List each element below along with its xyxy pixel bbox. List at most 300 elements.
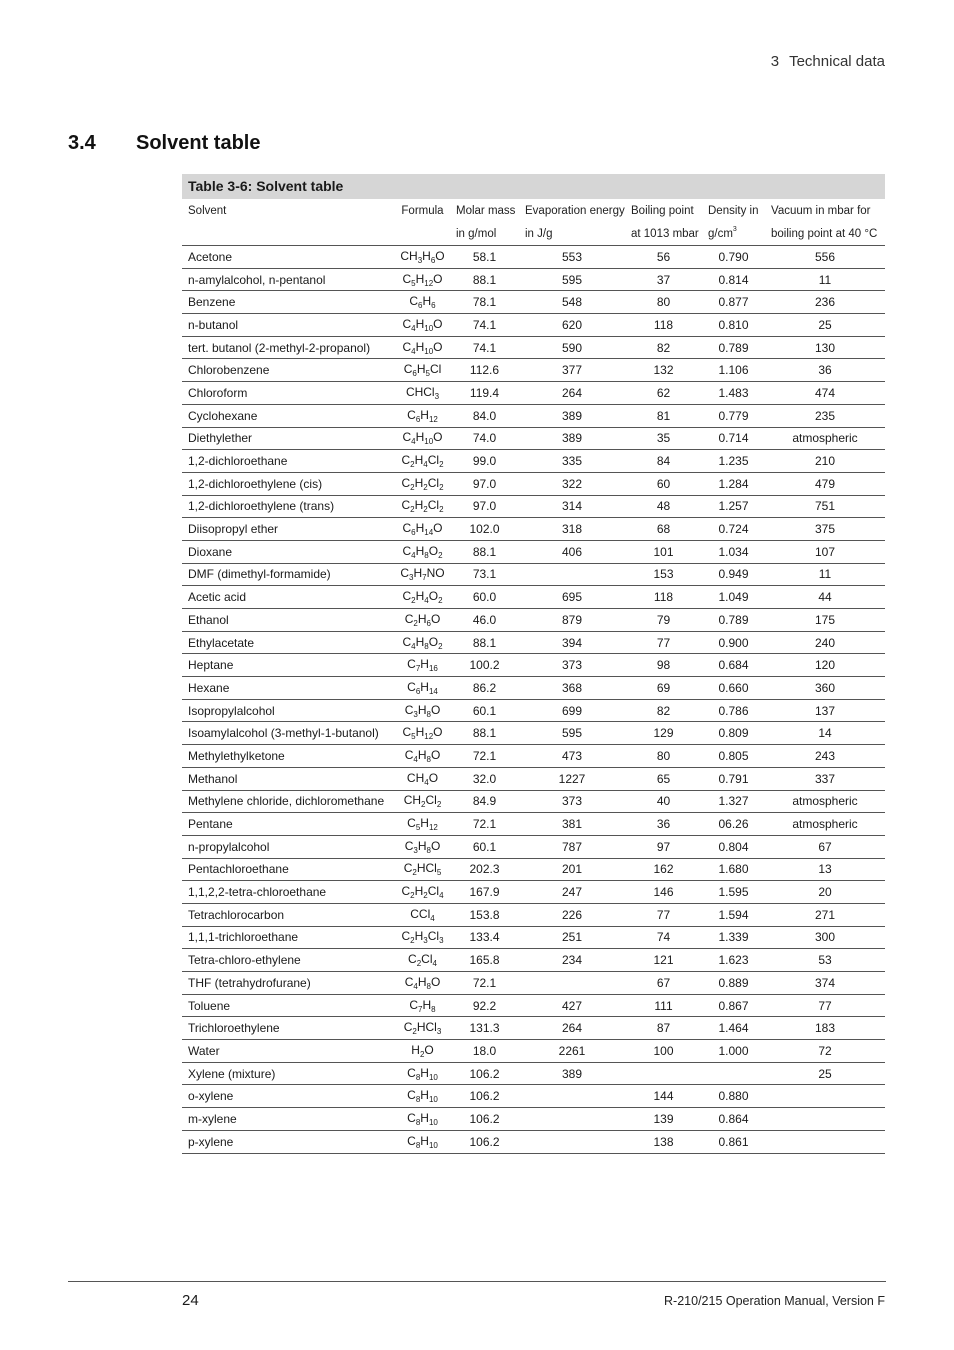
header-boiling-point: Boiling point <box>631 204 694 217</box>
cell-evaporation-energy: 201 <box>519 858 625 881</box>
cell-vacuum: 474 <box>765 382 885 405</box>
cell-vacuum: 130 <box>765 336 885 359</box>
cell-evaporation-energy: 314 <box>519 495 625 518</box>
cell-boiling-point: 60 <box>625 472 702 495</box>
cell-solvent: Water <box>182 1040 395 1063</box>
cell-formula: $C_4H_8O$ <box>395 972 450 995</box>
cell-molar-mass: 97.0 <box>450 472 519 495</box>
cell-evaporation-energy: 226 <box>519 903 625 926</box>
cell-density: 1.106 <box>702 359 765 382</box>
cell-vacuum: 360 <box>765 677 885 700</box>
cell-vacuum: 243 <box>765 745 885 768</box>
cell-solvent: 1,2-dichloroethylene (cis) <box>182 472 395 495</box>
table-caption: Table 3-6: Solvent table <box>182 174 885 199</box>
cell-solvent: Methylene chloride, dichloromethane <box>182 790 395 813</box>
cell-evaporation-energy: 787 <box>519 835 625 858</box>
cell-formula: $C_8H_{10}$ <box>395 1062 450 1085</box>
cell-formula: $C_5H_{12}$ <box>395 813 450 836</box>
cell-evaporation-energy: 595 <box>519 722 625 745</box>
table-row <box>182 790 885 813</box>
chapter-title: Technical data <box>789 53 885 70</box>
cell-solvent: DMF (dimethyl-formamide) <box>182 563 395 586</box>
cell-formula: $CH_4O$ <box>395 767 450 790</box>
cell-formula: $C_4H_8O_2$ <box>395 631 450 654</box>
cell-molar-mass: 60.1 <box>450 699 519 722</box>
cell-evaporation-energy: 247 <box>519 881 625 904</box>
cell-vacuum: 210 <box>765 450 885 473</box>
table-row <box>182 858 885 881</box>
cell-solvent: THF (tetrahydrofurane) <box>182 972 395 995</box>
cell-evaporation-energy: 590 <box>519 336 625 359</box>
cell-molar-mass: 119.4 <box>450 382 519 405</box>
cell-density: 1.257 <box>702 495 765 518</box>
cell-boiling-point: 162 <box>625 858 702 881</box>
cell-solvent: 1,2-dichloroethylene (trans) <box>182 495 395 518</box>
cell-formula: $C_7H_8$ <box>395 994 450 1017</box>
cell-molar-mass: 100.2 <box>450 654 519 677</box>
cell-solvent: n-amylalcohol, n-pentanol <box>182 268 395 291</box>
cell-boiling-point: 84 <box>625 450 702 473</box>
section-number: 3.4 <box>68 132 96 154</box>
table-row <box>182 540 885 563</box>
cell-formula: $C_6H_6$ <box>395 291 450 314</box>
cell-vacuum <box>765 1085 885 1108</box>
cell-vacuum: 20 <box>765 881 885 904</box>
cell-solvent: Tetrachlorocarbon <box>182 903 395 926</box>
table-row <box>182 994 885 1017</box>
table-row <box>182 677 885 700</box>
cell-boiling-point: 87 <box>625 1017 702 1040</box>
cell-solvent: Pentachloroethane <box>182 858 395 881</box>
table-row <box>182 1040 885 1063</box>
cell-molar-mass: 84.9 <box>450 790 519 813</box>
cell-formula: $C_7H_{16}$ <box>395 654 450 677</box>
table-row <box>182 268 885 291</box>
cell-evaporation-energy: 1227 <box>519 767 625 790</box>
table-row <box>182 1108 885 1131</box>
cell-formula: $C_5H_{12}O$ <box>395 722 450 745</box>
table-row <box>182 518 885 541</box>
solvent-table-container <box>182 174 885 1154</box>
cell-solvent: Chlorobenzene <box>182 359 395 382</box>
cell-molar-mass: 78.1 <box>450 291 519 314</box>
cell-boiling-point: 80 <box>625 745 702 768</box>
cell-density: 1.623 <box>702 949 765 972</box>
cell-evaporation-energy: 373 <box>519 654 625 677</box>
cell-boiling-point: 68 <box>625 518 702 541</box>
cell-formula: $C_6H_{14}O$ <box>395 518 450 541</box>
table-row <box>182 654 885 677</box>
cell-solvent: Xylene (mixture) <box>182 1062 395 1085</box>
cell-boiling-point: 62 <box>625 382 702 405</box>
cell-vacuum: 337 <box>765 767 885 790</box>
cell-evaporation-energy: 548 <box>519 291 625 314</box>
header-solvent: Solvent <box>188 204 227 217</box>
cell-evaporation-energy: 473 <box>519 745 625 768</box>
table-row <box>182 314 885 337</box>
cell-boiling-point: 81 <box>625 404 702 427</box>
cell-vacuum: 175 <box>765 609 885 632</box>
cell-vacuum: 107 <box>765 540 885 563</box>
cell-evaporation-energy <box>519 1108 625 1131</box>
cell-formula: $C_6H_{14}$ <box>395 677 450 700</box>
cell-molar-mass: 88.1 <box>450 540 519 563</box>
chapter-number: 3 <box>770 53 780 70</box>
cell-boiling-point: 100 <box>625 1040 702 1063</box>
table-row <box>182 722 885 745</box>
cell-density: 0.867 <box>702 994 765 1017</box>
cell-boiling-point: 79 <box>625 609 702 632</box>
table-row <box>182 382 885 405</box>
cell-molar-mass: 202.3 <box>450 858 519 881</box>
table-row <box>182 949 885 972</box>
cell-density: 0.877 <box>702 291 765 314</box>
cell-density: 0.889 <box>702 972 765 995</box>
table-row <box>182 495 885 518</box>
cell-molar-mass: 46.0 <box>450 609 519 632</box>
table-row <box>182 1017 885 1040</box>
cell-density: 0.861 <box>702 1130 765 1153</box>
cell-evaporation-energy: 335 <box>519 450 625 473</box>
cell-vacuum: 25 <box>765 1062 885 1085</box>
cell-solvent: Isopropylalcohol <box>182 699 395 722</box>
cell-solvent: Heptane <box>182 654 395 677</box>
cell-solvent: Diethylether <box>182 427 395 450</box>
table-row <box>182 745 885 768</box>
cell-density: 1.339 <box>702 926 765 949</box>
cell-molar-mass: 60.0 <box>450 586 519 609</box>
cell-formula: $C_3H_8O$ <box>395 835 450 858</box>
table-row <box>182 903 885 926</box>
cell-solvent: n-propylalcohol <box>182 835 395 858</box>
cell-formula: $C_2HCl_5$ <box>395 858 450 881</box>
table-row <box>182 586 885 609</box>
cell-formula: $C_2H_2Cl_2$ <box>395 472 450 495</box>
cell-evaporation-energy: 381 <box>519 813 625 836</box>
cell-boiling-point <box>625 1062 702 1085</box>
cell-molar-mass: 106.2 <box>450 1108 519 1131</box>
cell-molar-mass: 32.0 <box>450 767 519 790</box>
cell-solvent: Ethanol <box>182 609 395 632</box>
page-number: 24 <box>182 1292 199 1309</box>
cell-evaporation-energy: 389 <box>519 1062 625 1085</box>
cell-evaporation-energy: 368 <box>519 677 625 700</box>
cell-boiling-point: 40 <box>625 790 702 813</box>
cell-density: 0.790 <box>702 246 765 269</box>
cell-density: 0.660 <box>702 677 765 700</box>
cell-density: 0.949 <box>702 563 765 586</box>
cell-density: 1.235 <box>702 450 765 473</box>
cell-molar-mass: 74.1 <box>450 314 519 337</box>
cell-vacuum: 751 <box>765 495 885 518</box>
cell-molar-mass: 72.1 <box>450 813 519 836</box>
cell-evaporation-energy: 699 <box>519 699 625 722</box>
cell-molar-mass: 102.0 <box>450 518 519 541</box>
table-row <box>182 835 885 858</box>
cell-molar-mass: 106.2 <box>450 1130 519 1153</box>
header-vacuum-unit: boiling point at 40 °C <box>765 222 885 246</box>
cell-molar-mass: 92.2 <box>450 994 519 1017</box>
cell-solvent: Chloroform <box>182 382 395 405</box>
cell-formula: $C_4H_{10}O$ <box>395 427 450 450</box>
table-row <box>182 336 885 359</box>
cell-molar-mass: 74.1 <box>450 336 519 359</box>
cell-formula: $C_8H_{10}$ <box>395 1108 450 1131</box>
cell-molar-mass: 133.4 <box>450 926 519 949</box>
cell-density: 1.034 <box>702 540 765 563</box>
cell-vacuum: 77 <box>765 994 885 1017</box>
cell-boiling-point: 36 <box>625 813 702 836</box>
cell-solvent: p-xylene <box>182 1130 395 1153</box>
cell-boiling-point: 132 <box>625 359 702 382</box>
cell-vacuum: 36 <box>765 359 885 382</box>
cell-molar-mass: 84.0 <box>450 404 519 427</box>
cell-boiling-point: 77 <box>625 631 702 654</box>
cell-molar-mass: 106.2 <box>450 1085 519 1108</box>
cell-boiling-point: 65 <box>625 767 702 790</box>
header-molar-mass: Molar mass <box>456 204 516 217</box>
cell-formula: $C_2H_3Cl_3$ <box>395 926 450 949</box>
table-row <box>182 472 885 495</box>
cell-vacuum: 25 <box>765 314 885 337</box>
cell-evaporation-energy: 695 <box>519 586 625 609</box>
cell-density: 06.26 <box>702 813 765 836</box>
cell-formula: $C_2HCl_3$ <box>395 1017 450 1040</box>
cell-boiling-point: 69 <box>625 677 702 700</box>
cell-density: 1.594 <box>702 903 765 926</box>
cell-vacuum: 479 <box>765 472 885 495</box>
cell-boiling-point: 153 <box>625 563 702 586</box>
cell-solvent: Pentane <box>182 813 395 836</box>
cell-vacuum: 236 <box>765 291 885 314</box>
cell-density: 0.864 <box>702 1108 765 1131</box>
cell-evaporation-energy: 377 <box>519 359 625 382</box>
cell-boiling-point: 74 <box>625 926 702 949</box>
density-unit-base: g/cm <box>708 227 733 240</box>
cell-formula: $C_2H_4O_2$ <box>395 586 450 609</box>
cell-density: 0.684 <box>702 654 765 677</box>
cell-solvent: tert. butanol (2-methyl-2-propanol) <box>182 336 395 359</box>
cell-molar-mass: 74.0 <box>450 427 519 450</box>
cell-solvent: Dioxane <box>182 540 395 563</box>
cell-evaporation-energy: 322 <box>519 472 625 495</box>
table-row <box>182 926 885 949</box>
cell-density: 0.791 <box>702 767 765 790</box>
cell-formula: $C_6H_5Cl$ <box>395 359 450 382</box>
cell-vacuum: atmospheric <box>765 790 885 813</box>
cell-boiling-point: 48 <box>625 495 702 518</box>
cell-evaporation-energy <box>519 563 625 586</box>
cell-vacuum <box>765 1130 885 1153</box>
cell-boiling-point: 98 <box>625 654 702 677</box>
cell-vacuum: 53 <box>765 949 885 972</box>
cell-vacuum <box>765 1108 885 1131</box>
header-evaporation-energy: Evaporation energy <box>525 204 625 217</box>
cell-density: 0.714 <box>702 427 765 450</box>
cell-evaporation-energy: 264 <box>519 1017 625 1040</box>
cell-solvent: Tetra-chloro-ethylene <box>182 949 395 972</box>
cell-solvent: Methanol <box>182 767 395 790</box>
header-evaporation-energy-unit: in J/g <box>519 222 625 246</box>
cell-solvent: 1,1,1-trichloroethane <box>182 926 395 949</box>
cell-molar-mass: 99.0 <box>450 450 519 473</box>
table-row <box>182 427 885 450</box>
cell-solvent: Cyclohexane <box>182 404 395 427</box>
cell-formula: $CH_2Cl_2$ <box>395 790 450 813</box>
cell-vacuum: 183 <box>765 1017 885 1040</box>
cell-vacuum: atmospheric <box>765 427 885 450</box>
cell-evaporation-energy: 389 <box>519 427 625 450</box>
cell-solvent: Ethylacetate <box>182 631 395 654</box>
cell-evaporation-energy <box>519 1130 625 1153</box>
header-solvent-unit <box>182 222 395 246</box>
cell-molar-mass: 106.2 <box>450 1062 519 1085</box>
cell-density: 0.814 <box>702 268 765 291</box>
cell-evaporation-energy: 553 <box>519 246 625 269</box>
cell-boiling-point: 56 <box>625 246 702 269</box>
cell-formula: CHCl$_3$ <box>395 382 450 405</box>
cell-vacuum: 72 <box>765 1040 885 1063</box>
cell-density: 0.786 <box>702 699 765 722</box>
cell-boiling-point: 144 <box>625 1085 702 1108</box>
table-row <box>182 1062 885 1085</box>
cell-formula: $C_4H_8O$ <box>395 745 450 768</box>
cell-evaporation-energy: 389 <box>519 404 625 427</box>
cell-solvent: Acetic acid <box>182 586 395 609</box>
cell-evaporation-energy: 234 <box>519 949 625 972</box>
cell-molar-mass: 165.8 <box>450 949 519 972</box>
cell-density <box>702 1062 765 1085</box>
cell-boiling-point: 111 <box>625 994 702 1017</box>
table-row <box>182 767 885 790</box>
header-vacuum: Vacuum in mbar for <box>771 204 871 217</box>
header-boiling-point-unit: at 1013 mbar <box>625 222 702 246</box>
table-row <box>182 881 885 904</box>
cell-evaporation-energy: 318 <box>519 518 625 541</box>
cell-formula: $C_6H_{12}$ <box>395 404 450 427</box>
header-density: Density in <box>708 204 759 217</box>
cell-density: 0.789 <box>702 336 765 359</box>
cell-formula: $C_5H_{12}O$ <box>395 268 450 291</box>
table-row <box>182 1130 885 1153</box>
cell-boiling-point: 139 <box>625 1108 702 1131</box>
cell-density: 1.464 <box>702 1017 765 1040</box>
cell-molar-mass: 88.1 <box>450 722 519 745</box>
cell-vacuum: 11 <box>765 268 885 291</box>
cell-molar-mass: 73.1 <box>450 563 519 586</box>
table-row <box>182 813 885 836</box>
cell-boiling-point: 77 <box>625 903 702 926</box>
table-row <box>182 563 885 586</box>
table-row <box>182 609 885 632</box>
header-molar-mass-unit: in g/mol <box>450 222 519 246</box>
cell-density: 1.680 <box>702 858 765 881</box>
table-row <box>182 631 885 654</box>
cell-formula: $C_2H_2Cl_4$ <box>395 881 450 904</box>
header-formula: Formula <box>401 204 444 217</box>
cell-boiling-point: 82 <box>625 699 702 722</box>
cell-vacuum: 137 <box>765 699 885 722</box>
table-row <box>182 291 885 314</box>
cell-formula: $H_2O$ <box>395 1040 450 1063</box>
cell-molar-mass: 60.1 <box>450 835 519 858</box>
cell-vacuum: 375 <box>765 518 885 541</box>
cell-boiling-point: 118 <box>625 586 702 609</box>
cell-density: 0.724 <box>702 518 765 541</box>
table-body <box>182 246 885 1154</box>
cell-boiling-point: 118 <box>625 314 702 337</box>
cell-vacuum: 374 <box>765 972 885 995</box>
cell-molar-mass: 112.6 <box>450 359 519 382</box>
cell-evaporation-energy: 879 <box>519 609 625 632</box>
table-row <box>182 359 885 382</box>
cell-density: 0.900 <box>702 631 765 654</box>
header-formula-unit <box>395 222 450 246</box>
cell-vacuum: 240 <box>765 631 885 654</box>
cell-density: 0.880 <box>702 1085 765 1108</box>
section-heading <box>68 132 260 155</box>
cell-evaporation-energy: 427 <box>519 994 625 1017</box>
cell-solvent: Trichloroethylene <box>182 1017 395 1040</box>
cell-density: 0.789 <box>702 609 765 632</box>
cell-molar-mass: 88.1 <box>450 631 519 654</box>
cell-density: 1.284 <box>702 472 765 495</box>
cell-density: 1.327 <box>702 790 765 813</box>
cell-solvent: o-xylene <box>182 1085 395 1108</box>
cell-formula: $C_4H_{10}O$ <box>395 314 450 337</box>
cell-vacuum: 13 <box>765 858 885 881</box>
cell-molar-mass: 86.2 <box>450 677 519 700</box>
cell-solvent: Acetone <box>182 246 395 269</box>
running-header <box>771 53 885 70</box>
cell-formula: $C_2H_4Cl_2$ <box>395 450 450 473</box>
cell-vacuum: 556 <box>765 246 885 269</box>
cell-boiling-point: 35 <box>625 427 702 450</box>
cell-molar-mass: 58.1 <box>450 246 519 269</box>
cell-boiling-point: 67 <box>625 972 702 995</box>
cell-solvent: Benzene <box>182 291 395 314</box>
cell-solvent: 1,2-dichloroethane <box>182 450 395 473</box>
cell-formula: $CH_3H_6O$ <box>395 246 450 269</box>
cell-vacuum: 67 <box>765 835 885 858</box>
cell-boiling-point: 82 <box>625 336 702 359</box>
cell-molar-mass: 153.8 <box>450 903 519 926</box>
cell-molar-mass: 88.1 <box>450 268 519 291</box>
cell-formula: $C_2Cl_4$ <box>395 949 450 972</box>
cell-density: 0.805 <box>702 745 765 768</box>
table-row <box>182 972 885 995</box>
header-density-unit <box>702 222 765 246</box>
cell-solvent: n-butanol <box>182 314 395 337</box>
cell-evaporation-energy: 251 <box>519 926 625 949</box>
cell-density: 1.000 <box>702 1040 765 1063</box>
section-title: Solvent table <box>136 132 261 154</box>
cell-formula: $C_4H_{10}O$ <box>395 336 450 359</box>
table-row <box>182 404 885 427</box>
cell-evaporation-energy: 2261 <box>519 1040 625 1063</box>
cell-vacuum: 44 <box>765 586 885 609</box>
cell-boiling-point: 37 <box>625 268 702 291</box>
cell-evaporation-energy: 406 <box>519 540 625 563</box>
cell-density: 1.483 <box>702 382 765 405</box>
cell-boiling-point: 97 <box>625 835 702 858</box>
cell-boiling-point: 101 <box>625 540 702 563</box>
cell-boiling-point: 138 <box>625 1130 702 1153</box>
cell-boiling-point: 80 <box>625 291 702 314</box>
cell-evaporation-energy: 595 <box>519 268 625 291</box>
footer-divider <box>68 1281 886 1282</box>
cell-evaporation-energy <box>519 972 625 995</box>
